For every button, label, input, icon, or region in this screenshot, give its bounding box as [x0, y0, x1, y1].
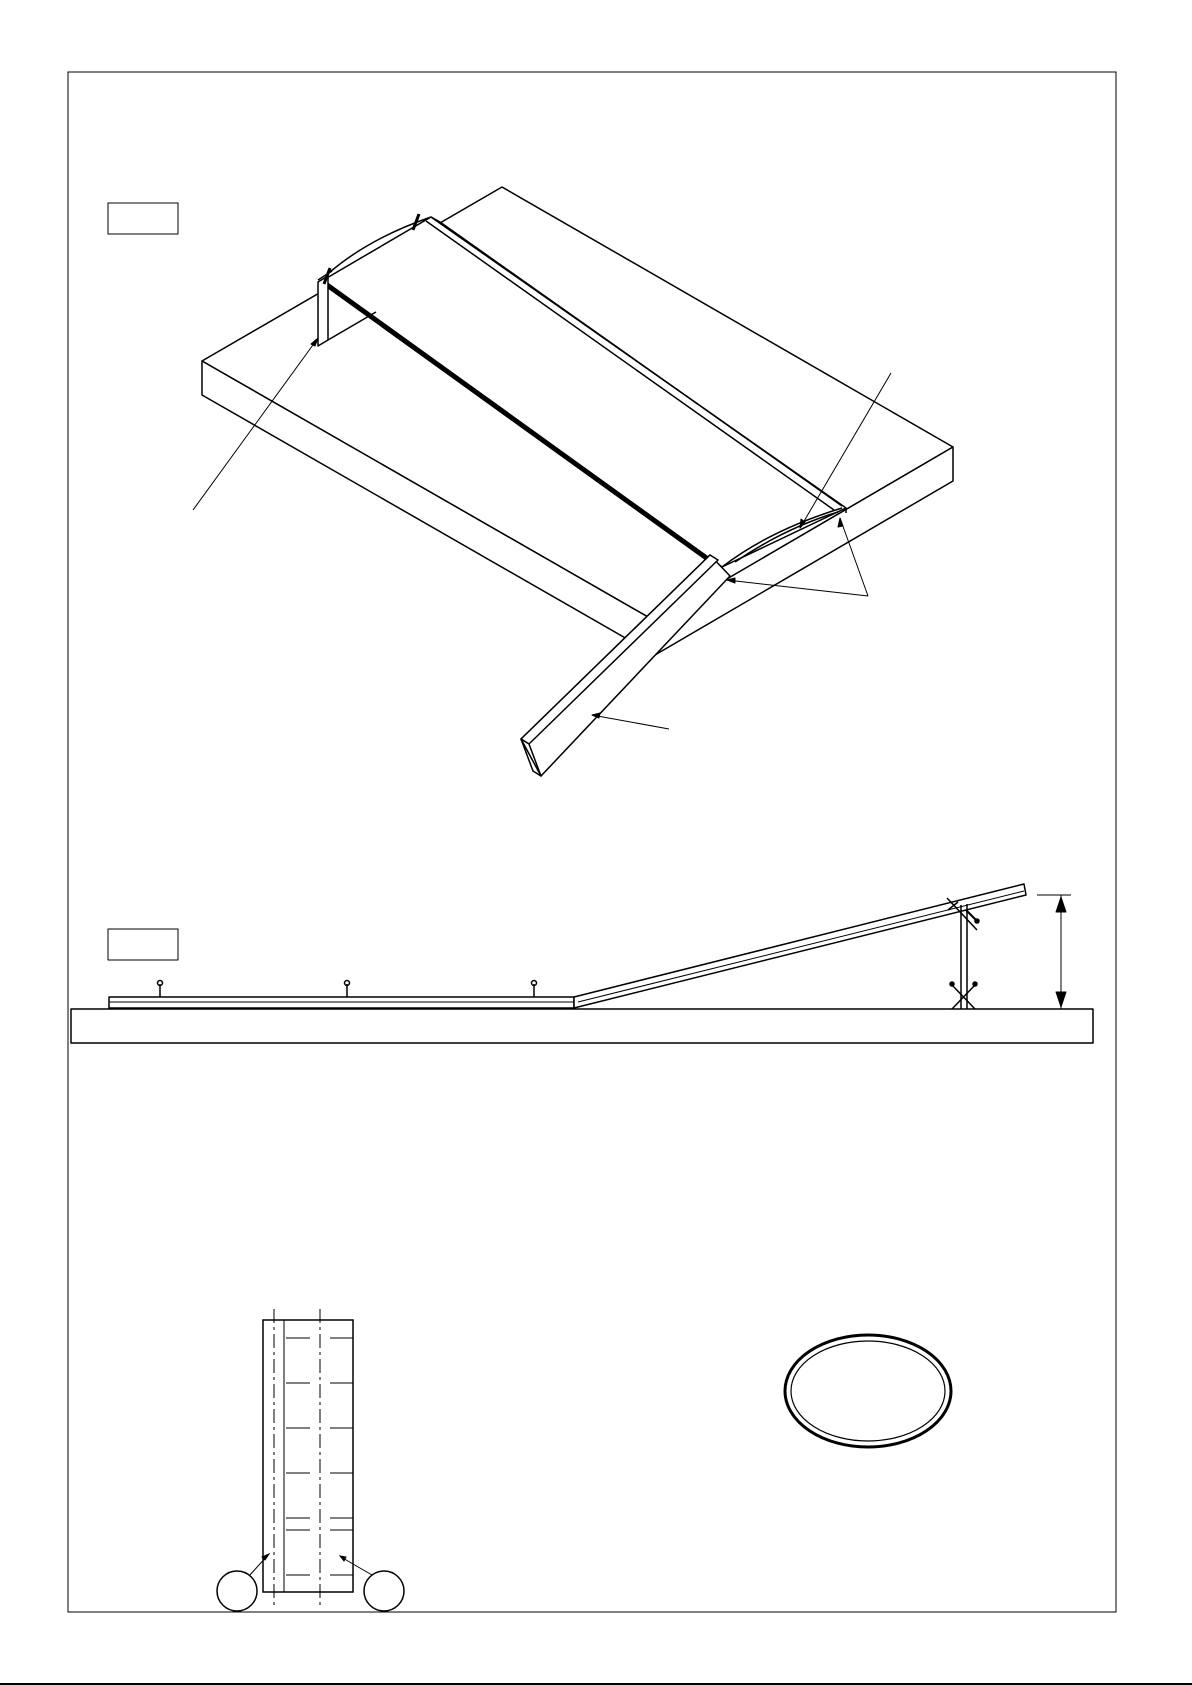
oval-inner: [791, 1341, 945, 1441]
oval-outer: [785, 1335, 951, 1447]
ground-slab: [71, 1009, 1093, 1043]
figure-c-hinge-plate: [217, 1309, 404, 1611]
figure-b-elevation: [71, 884, 1093, 1043]
height-dimension: [1037, 895, 1071, 1009]
panel-pins: [158, 981, 537, 998]
figure-b-label-box: [108, 929, 178, 960]
figure-a-label-box: [108, 203, 178, 234]
balloon-left: [217, 1571, 257, 1611]
balloon-right: [364, 1571, 404, 1611]
plate-outline: [263, 1320, 353, 1592]
elevation-support-post: [947, 898, 979, 1009]
figure-d-oval-ring: [785, 1335, 951, 1447]
figure-a-isometric: [108, 187, 953, 776]
